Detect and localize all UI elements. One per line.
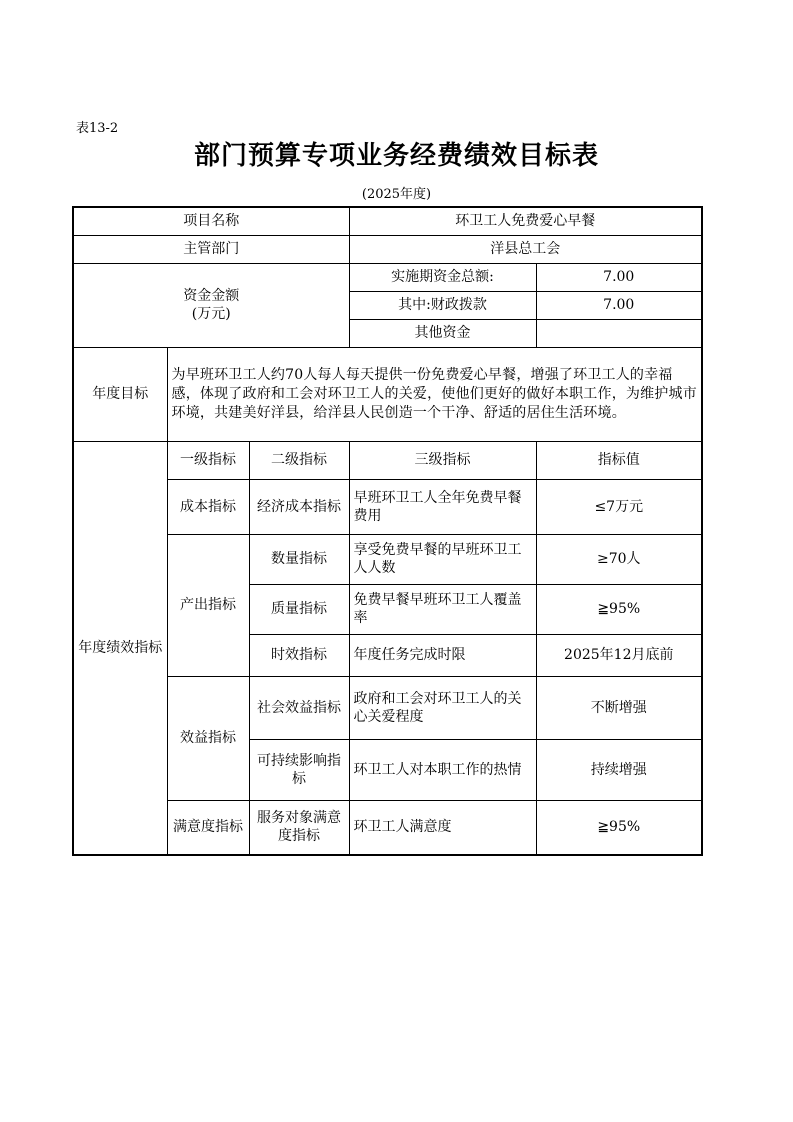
fund-total-label: 实施期资金总额:	[349, 263, 536, 291]
output-level1: 产出指标	[167, 534, 249, 676]
performance-target-table	[72, 206, 703, 856]
benefit-social-level2: 社会效益指标	[249, 676, 349, 739]
dept-label: 主管部门	[73, 235, 349, 263]
cost-level2: 经济成本指标	[249, 479, 349, 534]
output-quantity-level2: 数量指标	[249, 534, 349, 584]
row-dept	[73, 235, 702, 263]
indicators-label: 年度绩效指标	[73, 441, 167, 855]
row-satisfaction	[73, 800, 702, 855]
benefit-sustainable-level3: 环卫工人对本职工作的热情	[349, 739, 536, 800]
satisfaction-level1: 满意度指标	[167, 800, 249, 855]
benefit-sustainable-value: 持续增强	[536, 739, 702, 800]
satisfaction-level2: 服务对象满意度指标	[249, 800, 349, 855]
row-cost-indicator	[73, 479, 702, 534]
fund-other-value	[536, 319, 702, 347]
annual-goal-text: 为早班环卫工人约70人每人每天提供一份免费爱心早餐，增强了环卫工人的幸福感，体现了政府和工会对环卫工人的关爱，使他们更好的做好本职工作，为维护城市环境，共建美好洋县，给洋县人民创造一个干净、舒适的居住生活环境。	[167, 347, 702, 441]
dept-value: 洋县总工会	[349, 235, 702, 263]
output-timeliness-value: 2025年12月底前	[536, 634, 702, 676]
col-value-header: 指标值	[536, 441, 702, 479]
fund-label-cell	[73, 263, 349, 347]
fund-label: 资金金额	[183, 288, 240, 304]
annual-goal-label: 年度目标	[73, 347, 167, 441]
benefit-sustainable-level2: 可持续影响指标	[249, 739, 349, 800]
table-code: 表13-2	[76, 121, 119, 136]
project-name-label: 项目名称	[73, 207, 349, 235]
row-output-quantity	[73, 534, 702, 584]
row-benefit-social	[73, 676, 702, 739]
row-annual-goal	[73, 347, 702, 441]
fund-fiscal-value: 7.00	[536, 291, 702, 319]
benefit-level1: 效益指标	[167, 676, 249, 800]
row-fund-total	[73, 263, 702, 291]
col-level1-header: 一级指标	[167, 441, 249, 479]
benefit-social-level3: 政府和工会对环卫工人的关心关爱程度	[349, 676, 536, 739]
row-project-name	[73, 207, 702, 235]
output-quality-level2: 质量指标	[249, 584, 349, 634]
output-timeliness-level3: 年度任务完成时限	[349, 634, 536, 676]
output-quality-level3: 免费早餐早班环卫工人覆盖率	[349, 584, 536, 634]
col-level3-header: 三级指标	[349, 441, 536, 479]
satisfaction-level3: 环卫工人满意度	[349, 800, 536, 855]
fund-total-value: 7.00	[536, 263, 702, 291]
col-level2-header: 二级指标	[249, 441, 349, 479]
cost-value: ≤7万元	[536, 479, 702, 534]
page-title: 部门预算专项业务经费绩效目标表	[193, 141, 599, 171]
cost-level1: 成本指标	[167, 479, 249, 534]
cost-level3: 早班环卫工人全年免费早餐费用	[349, 479, 536, 534]
output-quantity-value: ≥70人	[536, 534, 702, 584]
output-timeliness-level2: 时效指标	[249, 634, 349, 676]
output-quality-value: ≧95%	[536, 584, 702, 634]
fund-fiscal-label: 其中:财政拨款	[349, 291, 536, 319]
benefit-social-value: 不断增强	[536, 676, 702, 739]
row-indicator-headers	[73, 441, 702, 479]
fund-unit: (万元)	[191, 306, 231, 322]
fiscal-year: (2025年度)	[361, 187, 432, 202]
project-name-value: 环卫工人免费爱心早餐	[349, 207, 702, 235]
fund-other-label: 其他资金	[349, 319, 536, 347]
satisfaction-value: ≧95%	[536, 800, 702, 855]
output-quantity-level3: 享受免费早餐的早班环卫工人人数	[349, 534, 536, 584]
